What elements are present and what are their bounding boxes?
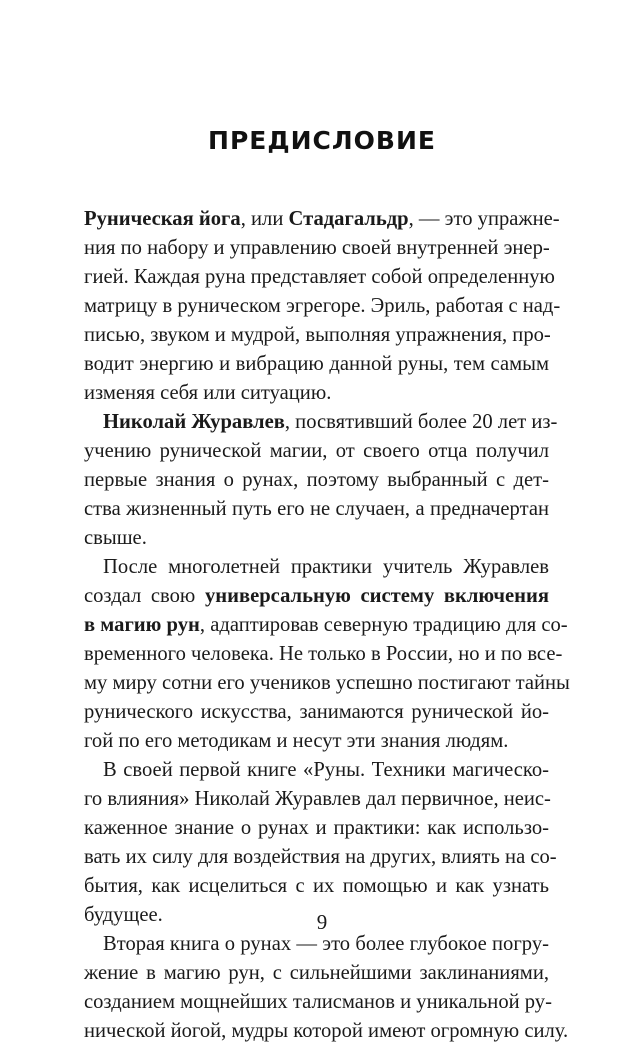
text-run: , — это упражне- <box>408 208 560 230</box>
text-run: учению рунической магии, от своего отца получил <box>84 440 549 462</box>
text-run: Вторая книга о рунах — это более глубокое погру- <box>103 933 549 955</box>
bold-text: Николай Журавлев <box>103 411 285 433</box>
bold-text: Стадагальдр <box>288 208 409 230</box>
text-run: каженное знание о рунах и практики: как использо- <box>84 817 549 839</box>
text-run: , адаптировав северную традицию для со- <box>199 614 568 636</box>
text-line <box>84 988 552 1017</box>
paragraph <box>84 553 570 756</box>
text-run: , посвятивший более 20 лет из- <box>284 411 558 433</box>
text-run: гой по его методикам и несут эти знания людям. <box>84 730 509 752</box>
text-line <box>84 524 549 553</box>
text-line <box>84 611 568 640</box>
text-run: , или <box>240 208 289 230</box>
text-line <box>84 263 555 292</box>
bold-text: в магию рун <box>84 614 200 636</box>
text-line <box>84 466 549 495</box>
paragraph <box>84 930 569 1046</box>
text-line <box>84 292 561 321</box>
text-line <box>84 234 549 263</box>
text-run: вать их силу для воздействия на других, влиять на со- <box>84 846 557 868</box>
text-run: рунического искусства, занимаются рунической йо- <box>84 701 549 723</box>
text-run: В своей первой книге «Руны. Техники магическо- <box>103 759 549 781</box>
text-line <box>84 408 558 437</box>
text-run: нической йогой, мудры которой имеют огромную силу. <box>84 1020 569 1042</box>
text-line <box>84 350 549 379</box>
text-run: матрицу в руническом эгрегоре. Эриль, работая с над- <box>84 295 561 317</box>
paragraph <box>84 205 561 408</box>
paragraph <box>84 756 557 930</box>
text-run: бытия, как исцелиться с их помощью и как узнать <box>84 875 549 897</box>
text-run: будущее. <box>84 904 163 926</box>
bold-text: Руническая йога <box>84 208 241 230</box>
text-line <box>84 843 557 872</box>
text-line <box>84 756 549 785</box>
text-run: создал свою <box>84 585 205 607</box>
text-line <box>84 321 549 350</box>
page-title: ПРЕДИСЛОВИЕ <box>208 126 436 155</box>
text-line <box>84 640 563 669</box>
text-run: ния по набору и управлению своей внутренней энер- <box>84 237 550 259</box>
text-line <box>84 437 549 466</box>
text-run: свыше. <box>84 527 147 549</box>
paragraph <box>84 408 558 553</box>
text-run: первые знания о рунах, поэтому выбранный с дет- <box>84 469 549 491</box>
text-run: му миру сотни его учеников успешно постигают тайны <box>84 672 570 694</box>
text-line <box>84 495 549 524</box>
text-line <box>84 582 549 611</box>
text-line <box>84 1017 569 1046</box>
text-line <box>84 698 549 727</box>
text-line <box>84 379 549 408</box>
text-run: После многолетней практики учитель Журавлев <box>103 556 549 578</box>
text-run: созданием мощнейших талисманов и уникальной ру- <box>84 991 552 1013</box>
text-line <box>84 959 549 988</box>
text-run: изменяя себя или ситуацию. <box>84 382 332 404</box>
text-run: ства жизненный путь его не случаен, а предначертан <box>84 498 549 520</box>
text-run: временного человека. Не только в России, но и по все- <box>84 643 563 665</box>
page-number: 9 <box>316 910 328 934</box>
text-line <box>84 814 549 843</box>
text-run: писью, звуком и мудрой, выполняя упражнения, про- <box>84 324 551 346</box>
text-line <box>84 872 549 901</box>
text-line <box>84 785 549 814</box>
bold-text: универсальную систему включения <box>204 585 549 607</box>
text-line <box>84 727 549 756</box>
text-run: го влияния» Николай Журавлев дал первичное, неис- <box>84 788 551 810</box>
text-run: водит энергию и вибрацию данной руны, тем самым <box>84 353 549 375</box>
text-run: жение в магию рун, с сильнейшими заклинаниями, <box>84 962 549 984</box>
text-run: гией. Каждая руна представляет собой определенную <box>84 266 555 288</box>
text-line <box>84 669 570 698</box>
text-line <box>84 553 549 582</box>
text-line <box>84 205 560 234</box>
